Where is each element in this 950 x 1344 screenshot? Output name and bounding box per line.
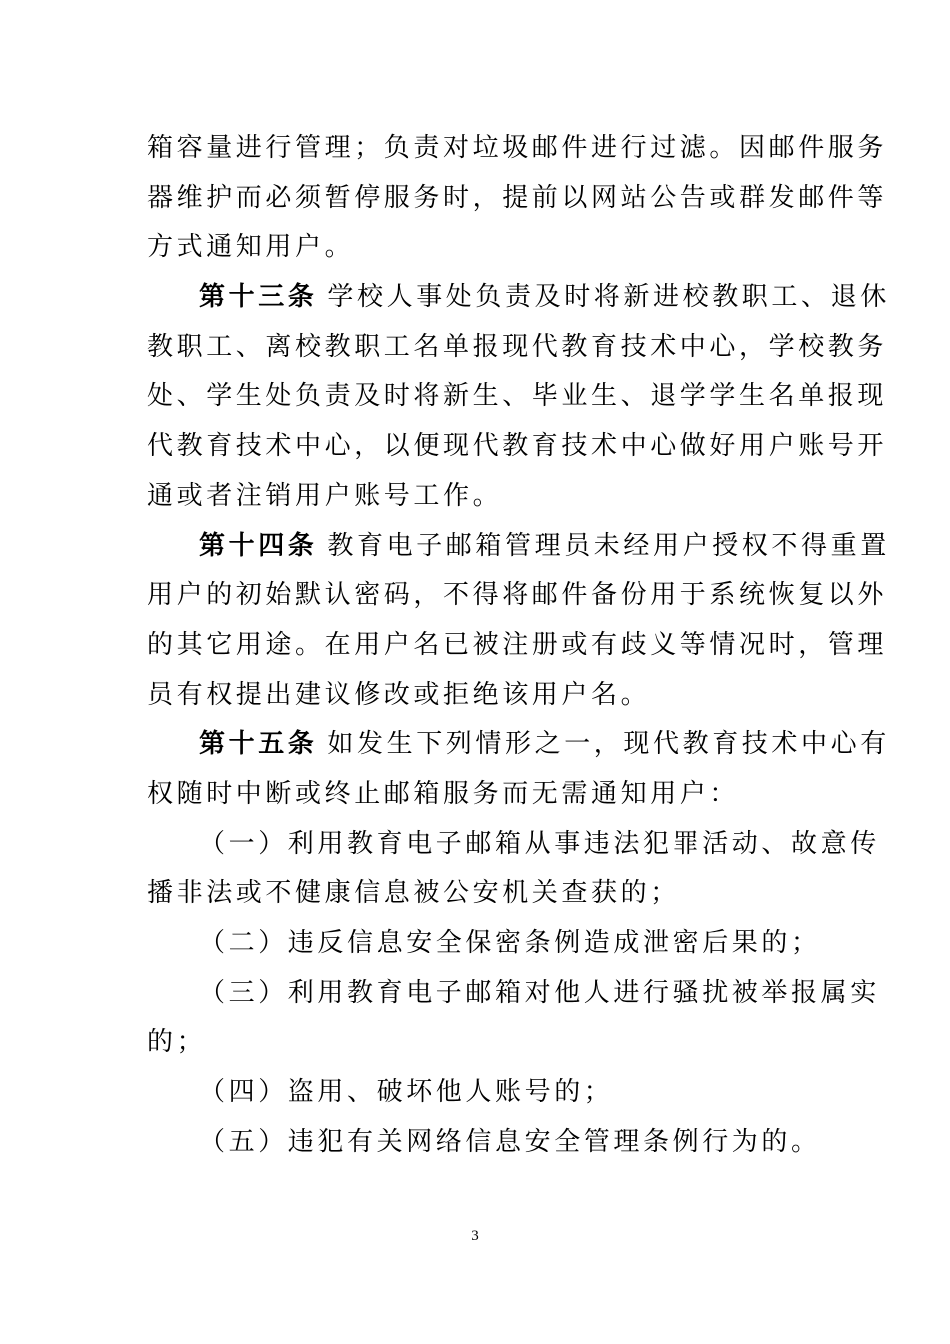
text-line: 播非法或不健康信息被公安机关查获的； <box>147 878 680 909</box>
document-body <box>147 124 890 1167</box>
text-line: 器维护而必须暂停服务时，提前以网站公告或群发邮件等 <box>147 182 888 213</box>
text-line: 教职工、离校教职工名单报现代教育技术中心，学校教务 <box>147 331 888 362</box>
text-line: 员有权提出建议修改或拒绝该用户名。 <box>147 679 651 710</box>
article-14-title: 第十四条 <box>199 530 318 561</box>
article-13-text: 学校人事处负责及时将新进校教职工、退休 <box>327 282 890 313</box>
article-13-title: 第十三条 <box>199 282 318 313</box>
text-line: 的其它用途。在用户名已被注册或有歧义等情况时，管理 <box>147 629 888 660</box>
article-13-first-line <box>147 273 890 323</box>
text-line: 处、学生处负责及时将新生、毕业生、退学学生名单报现 <box>147 381 888 412</box>
list-item-1: （一）利用教育电子邮箱从事违法犯罪活动、故意传 <box>199 828 880 859</box>
article-14-text: 教育电子邮箱管理员未经用户授权不得重置 <box>327 530 890 561</box>
page-number: 3 <box>471 1228 479 1244</box>
list-item-2: （二）违反信息安全保密条例造成泄密后果的； <box>199 928 821 958</box>
text-line: 通或者注销用户账号工作。 <box>147 480 503 511</box>
list-item-5: （五）违犯有关网络信息安全管理条例行为的。 <box>199 1126 821 1157</box>
text-line: 箱容量进行管理；负责对垃圾邮件进行过滤。因邮件服务 <box>147 133 888 163</box>
article-15-first-line <box>147 720 890 770</box>
text-line: 代教育技术中心，以便现代教育技术中心做好用户账号开 <box>147 431 888 462</box>
article-14-first-line <box>147 522 890 572</box>
article-15-title: 第十五条 <box>199 729 318 760</box>
text-line: 的； <box>147 1027 207 1058</box>
article-15-text: 如发生下列情形之一，现代教育技术中心有 <box>327 729 890 760</box>
text-line: 用户的初始默认密码，不得将邮件备份用于系统恢复以外 <box>147 580 888 611</box>
text-line: 权随时中断或终止邮箱服务而无需通知用户： <box>147 778 740 809</box>
list-item-3: （三）利用教育电子邮箱对他人进行骚扰被举报属实 <box>199 977 880 1008</box>
list-item-4: （四）盗用、破坏他人账号的； <box>199 1077 614 1108</box>
text-line: 方式通知用户。 <box>147 232 355 263</box>
